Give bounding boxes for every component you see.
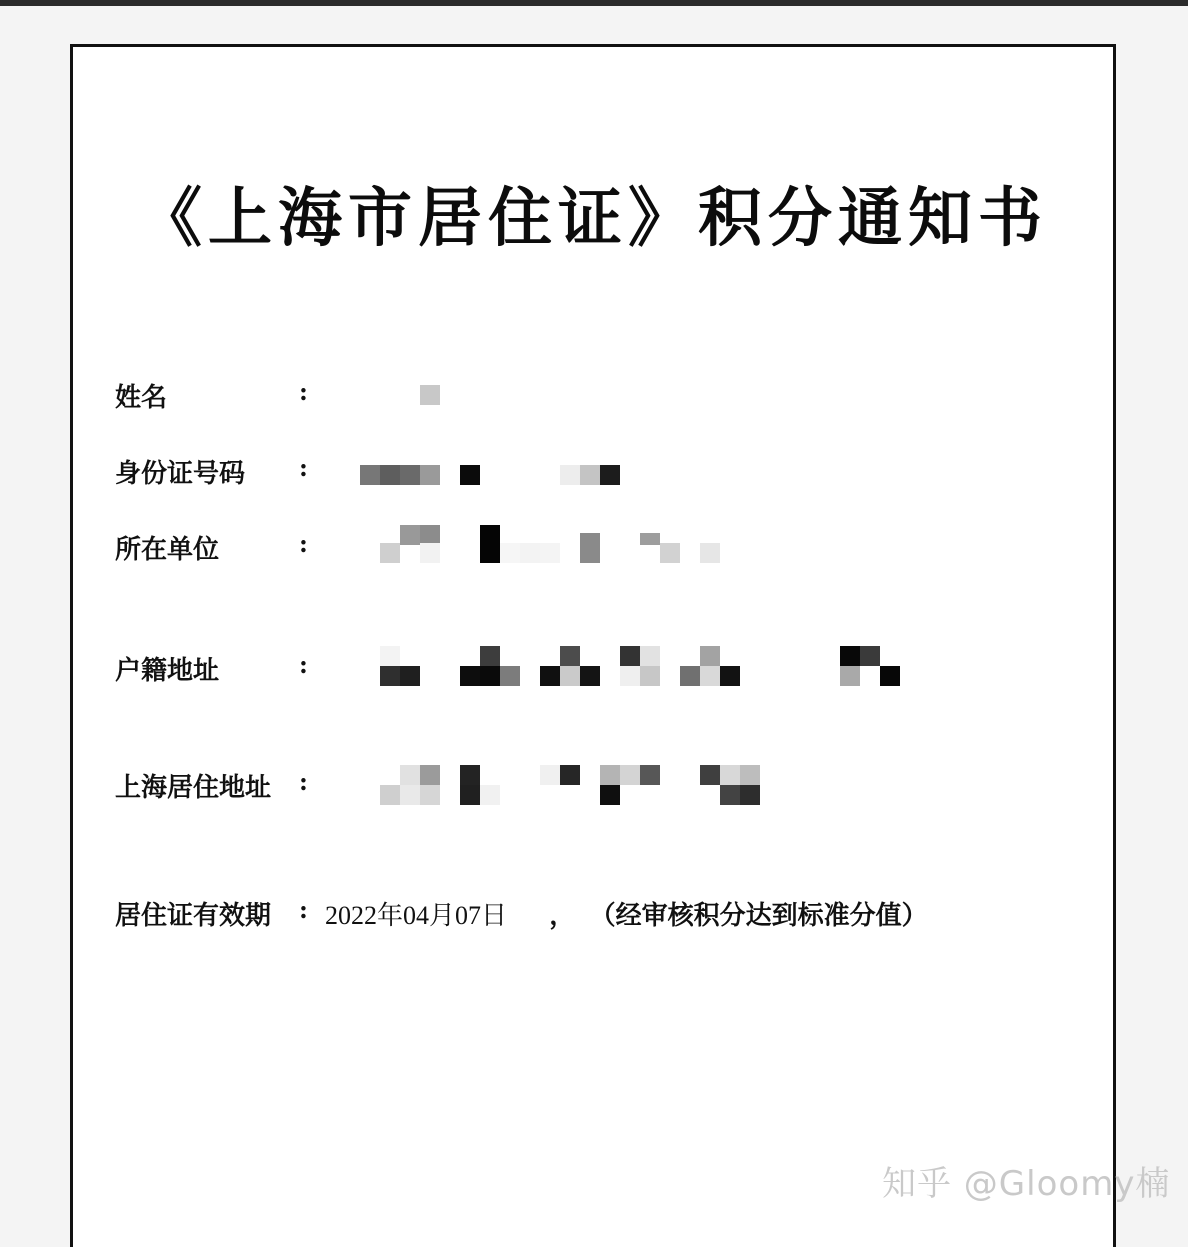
document-title: 《上海市居住证》积分通知书	[138, 181, 1048, 256]
redacted-household-address	[337, 650, 897, 690]
notice-page	[70, 44, 1116, 1247]
redacted-employer	[337, 529, 897, 569]
field-shanghai-address-label: 上海居住地址	[115, 773, 272, 803]
validity-value	[325, 895, 928, 932]
field-employer-colon: :	[299, 529, 308, 558]
validity-separator: ，	[549, 901, 576, 931]
field-id-number-label: 身份证号码	[115, 459, 246, 489]
field-name-label: 姓名	[115, 383, 168, 413]
validity-note: （经审核积分达到标准分值）	[589, 901, 928, 931]
validity-date: 2022年04月07日	[325, 901, 508, 930]
field-household-address-colon: :	[299, 650, 308, 679]
field-employer-label: 所在单位	[115, 535, 220, 565]
field-validity-colon: :	[299, 895, 308, 924]
redacted-id-number	[337, 453, 897, 493]
top-border-bar	[0, 0, 1188, 6]
field-shanghai-address-colon: :	[299, 767, 308, 796]
field-validity-label: 居住证有效期	[115, 901, 272, 931]
field-household-address-label: 户籍地址	[115, 656, 220, 686]
redacted-shanghai-address	[337, 767, 897, 807]
redacted-name	[337, 377, 897, 417]
watermark-text: 知乎 @Gloomy楠	[882, 1164, 1171, 1204]
field-name-colon: :	[299, 377, 308, 406]
field-id-number-colon: :	[299, 453, 308, 482]
